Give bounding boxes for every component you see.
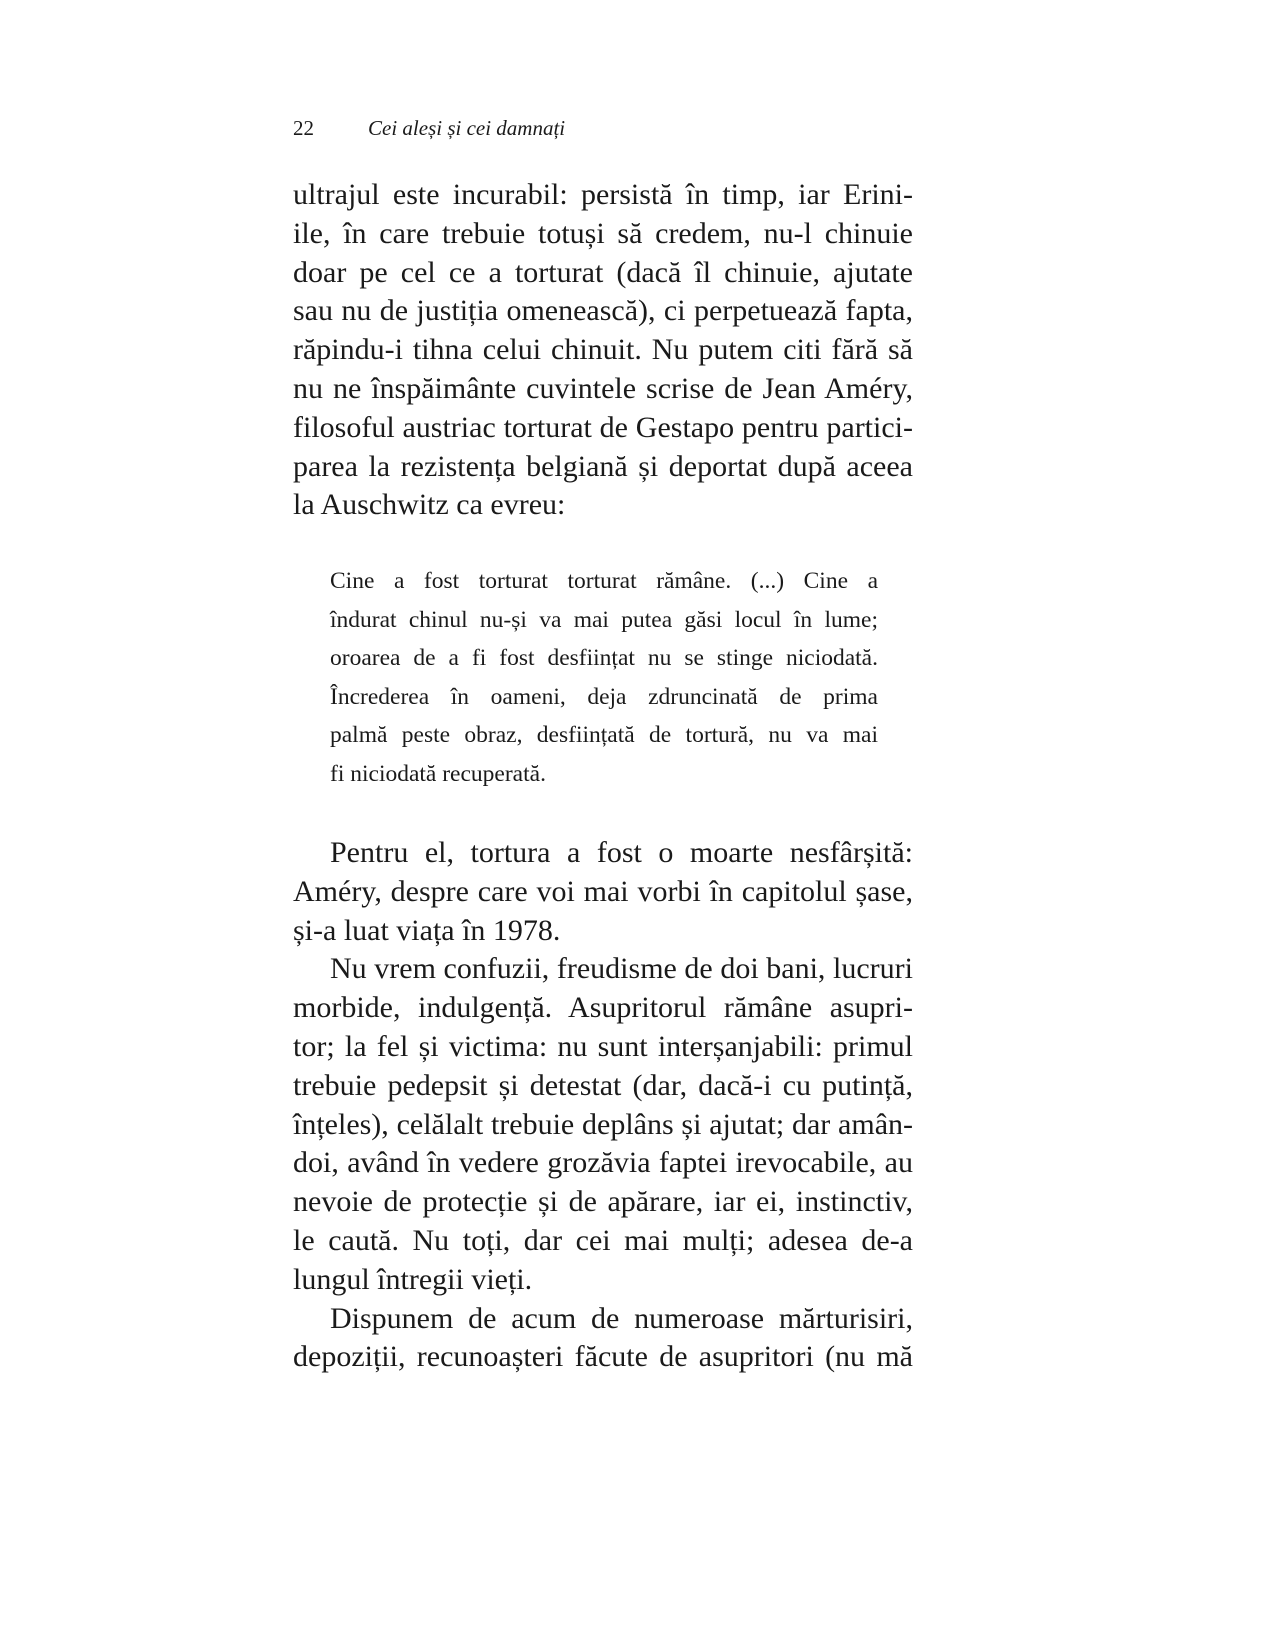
running-title: Cei aleși și cei damnați (368, 116, 566, 140)
text-line: Améry, despre care voi mai vorbi în capitolul șase, (293, 874, 913, 908)
quote-line: Cine a fost torturat torturat rămâne. (...) Cine a (330, 568, 878, 594)
text-line: trebuie pedepsit și detestat (dar, dacă-i cu putință, (293, 1068, 913, 1102)
text-line: Nu vrem confuzii, freudisme de doi bani, lucruri (330, 952, 913, 986)
text-line: le caută. Nu toți, dar cei mai mulți; adesea de-a (293, 1223, 913, 1257)
text-line: ultrajul este incurabil: persistă în timp, iar Erini- (293, 178, 913, 211)
text-line: înțeles), celălalt trebuie deplâns și ajutat; dar amân- (293, 1107, 913, 1141)
text-line: tor; la fel și victima: nu sunt interșanjabili: primul (293, 1029, 913, 1063)
quote-line: fi niciodată recuperată. (330, 760, 546, 787)
text-line: parea la rezistența belgiană și deportat după aceea (293, 449, 913, 483)
quote-line: palmă peste obraz, desființată de tortură, nu va mai (330, 722, 878, 749)
text-line: doar pe cel ce a torturat (dacă îl chinuie, ajutate (293, 255, 913, 289)
text-line: nevoie de protecție și de apărare, iar ei, instinctiv, (293, 1185, 913, 1219)
paragraph-1 (293, 176, 913, 525)
body-text (293, 834, 913, 1377)
text-line: morbide, indulgență. Asupritorul rămâne asupri- (293, 991, 913, 1025)
text-line: răpindu-i tihna celui chinuit. Nu putem citi fără să (293, 333, 913, 367)
quote-line: oroarea de a fi fost desființat nu se stinge niciodată. (330, 645, 878, 672)
quote-line: Încrederea în oameni, deja zdruncinată de prima (330, 683, 878, 710)
text-line: ile, în care trebuie totuși să credem, nu-l chinuie (293, 216, 913, 250)
text-line: depoziții, recunoașteri făcute de asupritori (nu mă (293, 1340, 913, 1374)
text-line: la Auschwitz ca evreu: (293, 488, 566, 522)
text-line: sau nu de justiția omenească), ci perpetuează fapta, (293, 294, 913, 328)
page-number: 22 (293, 116, 314, 140)
text-line: nu ne înspăimânte cuvintele scrise de Jean Améry, (293, 371, 913, 405)
text-line: lungul întregii vieți. (293, 1262, 533, 1296)
text-line: doi, având în vedere grozăvia faptei irevocabile, au (293, 1146, 913, 1180)
text-line: Dispunem de acum de numeroase mărturisiri, (330, 1301, 913, 1335)
text-line: filosoful austriac torturat de Gestapo pentru partici- (293, 410, 913, 444)
block-quote (330, 562, 878, 794)
text-line: și-a luat viața în 1978. (293, 913, 561, 947)
text-line: Pentru el, tortura a fost o moarte nesfârșită: (330, 836, 913, 869)
quote-line: îndurat chinul nu-și va mai putea găsi locul în lume; (330, 606, 878, 633)
